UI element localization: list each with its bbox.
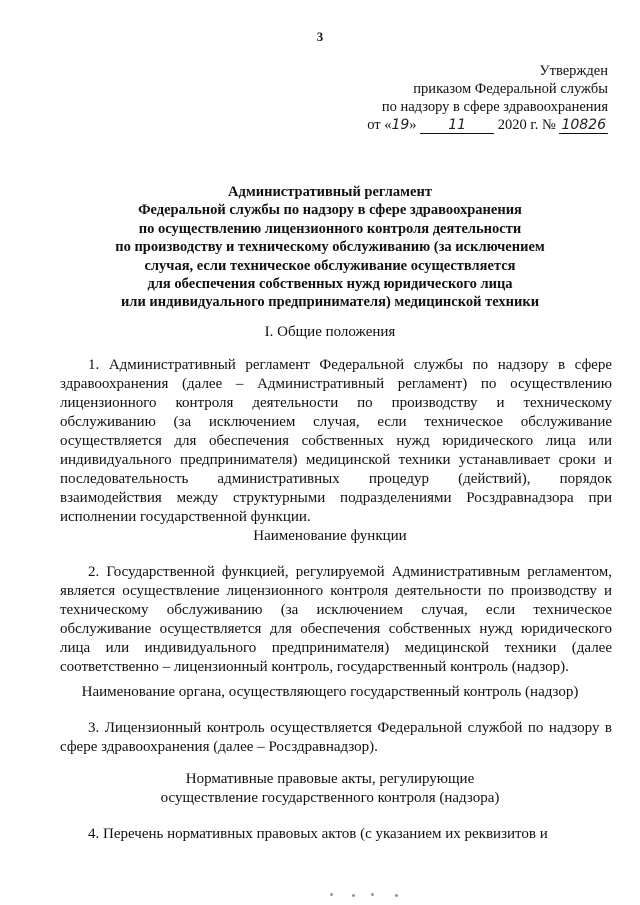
approval-block xyxy=(367,62,608,134)
paragraph-4: 4. Перечень нормативных правовых актов (с указанием их реквизитов и xyxy=(88,826,548,842)
approval-line-2: приказом Федеральной службы xyxy=(413,81,608,97)
scan-speck xyxy=(352,894,355,897)
title-line: или индивидуального предпринимателя) медицинской техники xyxy=(120,294,540,311)
page-number: 3 xyxy=(316,29,324,44)
title-line: для обеспечения собственных нужд юридического лица xyxy=(147,276,513,293)
heading-acts-line-1: Нормативные правовые акты, регулирующие xyxy=(185,771,475,787)
paragraph-1: 1. Административный регламент Федеральной службы по надзору в сфере здравоохранения (далее – Административный регламент) по осуществлению лицензионного контроля деятельности по производству и техническому обслуживанию (за исключением случая, если техническое обслуживание осуществляется для обеспечения собственных нужд юридического лица или индивидуального предпринимателя) медицинской техники устанавливает сроки и последовательность административных процедур (действий), порядок взаимодействия между структурными подразделениями Росздравнадзора при исполнении государственной функции. xyxy=(60,357,612,525)
paragraph-3: 3. Лицензионный контроль осуществляется Федеральной службой по надзору в сфере здравоохранения (далее – Росздравнадзор). xyxy=(60,720,612,755)
scan-speck xyxy=(395,894,398,897)
heading-normative-acts xyxy=(40,770,620,808)
scan-speck xyxy=(330,893,333,896)
heading-acts-line-2: осуществление государственного контроля (надзора) xyxy=(160,790,500,806)
title-line: Федеральной службы по надзору в сфере здравоохранения xyxy=(138,202,522,219)
scan-speck xyxy=(371,893,374,896)
heading-function-name: Наименование функции xyxy=(253,528,407,544)
handwritten-day: 19 xyxy=(391,117,410,133)
date-prefix: от « xyxy=(367,117,392,133)
handwritten-order-number: 10826 xyxy=(561,117,606,133)
approval-line-3: по надзору в сфере здравоохранения xyxy=(381,99,608,115)
approval-date-line xyxy=(367,116,608,134)
title-line: по осуществлению лицензионного контроля деятельности xyxy=(138,220,522,237)
title-line: по производству и техническому обслуживанию (за исключением xyxy=(115,239,545,256)
date-year-number: 2020 г. № xyxy=(497,117,556,133)
heading-organ-name: Наименование органа, осуществляющего государственный контроль (надзор) xyxy=(81,684,579,700)
document-title xyxy=(40,183,620,312)
title-line: случая, если техническое обслуживание осуществляется xyxy=(144,257,516,274)
date-mid: » xyxy=(409,117,417,133)
title-line: Административный регламент xyxy=(228,184,432,200)
handwritten-month: 11 xyxy=(420,118,494,134)
paragraph-2: 2. Государственной функцией, регулируемой Административным регламентом, является осуществление лицензионного контроля деятельности по производству и техническому обслуживанию (за исключением случая, если техническое обслуживание осуществляется для обеспечения собственных нужд юридического лица или индивидуального предпринимателя) медицинской техники (далее соответственно – лицензионный контроль, государственный контроль (надзор). xyxy=(60,564,612,675)
approval-line-1: Утвержден xyxy=(539,63,608,79)
section-heading-general: I. Общие положения xyxy=(264,324,396,340)
